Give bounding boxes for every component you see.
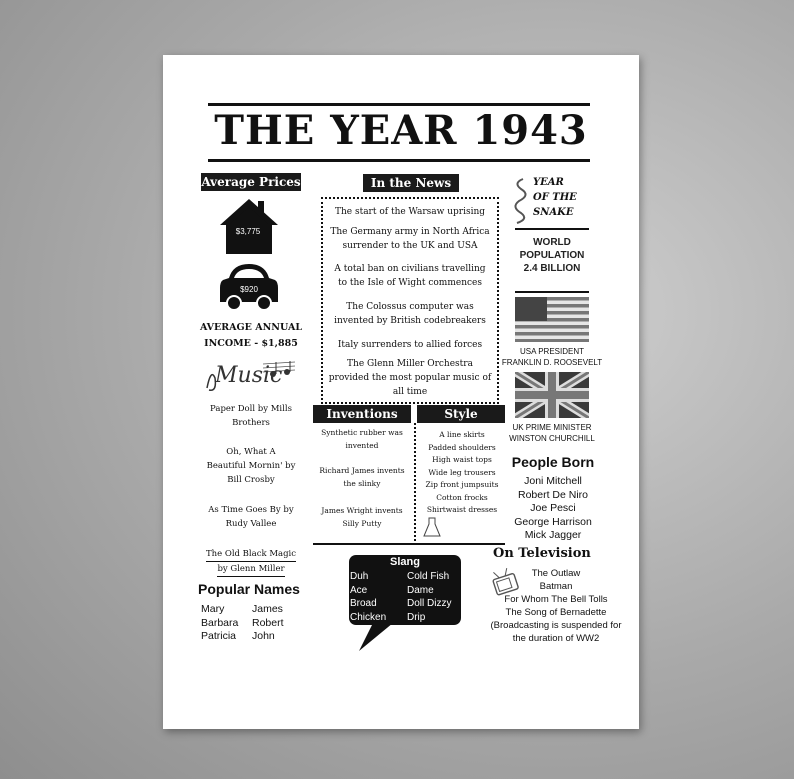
slang-item: Chicken [350, 611, 387, 623]
song-1 [193, 402, 309, 430]
invention-line: Silly Putty [342, 518, 382, 528]
in-the-news-header: In the News [363, 174, 459, 192]
television-list [485, 567, 627, 645]
title-top-rule [208, 103, 590, 106]
news-line: surrender to the UK and USA [342, 241, 478, 251]
slang-item: Broad [350, 598, 377, 609]
news-line: The Germany army in North Africa [330, 227, 490, 237]
president-line: FRANKLIN D. ROOSEVELT [501, 358, 603, 367]
tv-item: The Song of Bernadette [505, 607, 607, 618]
tv-item: Batman [539, 581, 573, 592]
population-line: WORLD [533, 237, 571, 248]
song-3 [193, 503, 309, 531]
slang-col1 [350, 570, 386, 624]
style-item: Zip front jumpsuits [425, 480, 499, 489]
average-income [193, 320, 309, 352]
news-item [323, 262, 497, 290]
style-list [419, 429, 505, 517]
poster-sheet [163, 55, 639, 729]
news-item [323, 338, 497, 352]
slang-item: Duh [350, 571, 369, 582]
center-divider [414, 423, 416, 541]
news-item [323, 357, 497, 399]
tv-item: For Whom The Bell Tolls [504, 594, 608, 605]
style-item: Shirtwaist dresses [426, 505, 498, 514]
zodiac-text [533, 175, 577, 220]
news-line: A total ban on civilians travelling [334, 264, 486, 274]
house-icon [218, 197, 280, 255]
invention-1 [313, 427, 411, 452]
slang-col2 [407, 570, 451, 624]
news-item [323, 300, 497, 328]
news-line: all time [392, 387, 428, 397]
slang-item: Dame [407, 584, 434, 596]
news-item [323, 205, 497, 219]
song-4 [193, 547, 309, 577]
slang-item: Doll Dizzy [407, 598, 452, 609]
style-item: High waist tops [432, 455, 492, 464]
style-item: Wide leg trousers [428, 467, 496, 477]
song-line: Rudy Vallee [225, 519, 277, 529]
population-line: 2.4 BILLION [523, 263, 581, 274]
name-item: James [252, 603, 283, 615]
person-name: George Harrison [514, 515, 592, 528]
name-item: John [252, 630, 275, 642]
right-rule-2 [515, 291, 589, 293]
on-television-heading: On Television [493, 546, 591, 561]
name-item: Robert [252, 616, 284, 629]
song-2 [193, 445, 309, 487]
invention-line: Synthetic rubber was [321, 428, 403, 437]
style-item: A line skirts [439, 430, 485, 439]
popular-names-col1 [201, 603, 238, 644]
people-born-list [503, 475, 603, 543]
tv-item: The Outlaw [531, 568, 581, 579]
house-price: $3,775 [235, 227, 261, 236]
pm-line: UK PRIME MINISTER [512, 423, 592, 432]
person-name: Joe Pesci [530, 502, 576, 514]
news-box [321, 197, 499, 404]
news-line: The Colossus computer was [346, 302, 474, 312]
invention-line: the slinky [343, 478, 381, 488]
news-line: invented by British codebreakers [334, 316, 486, 326]
name-item: Patricia [201, 630, 237, 642]
invention-3 [313, 505, 411, 530]
slang-item: Drip [407, 611, 426, 623]
page-title: THE YEAR 1943 [214, 107, 588, 154]
car-price: $920 [240, 285, 258, 294]
inventions-header: Inventions [313, 405, 411, 423]
uk-flag-icon [515, 372, 589, 418]
song-line: As Time Goes By by [208, 505, 294, 515]
news-line: provided the most popular music of [328, 373, 492, 383]
slang-item: Ace [350, 584, 368, 596]
income-line-1: AVERAGE ANNUAL [200, 322, 302, 333]
invention-line: Richard James invents [319, 466, 405, 475]
style-item: Cotton frocks [436, 492, 488, 502]
right-rule-1 [515, 228, 589, 230]
pm-line: WINSTON CHURCHILL [509, 434, 595, 443]
usa-flag-icon [515, 297, 589, 342]
zodiac-line: YEAR [533, 177, 564, 188]
zodiac-line: OF THE [533, 192, 577, 203]
income-line-2: INCOME - $1,885 [204, 338, 298, 349]
name-item: Barbara [201, 616, 239, 629]
person-name: Mick Jagger [524, 529, 582, 541]
world-population [515, 236, 589, 275]
center-bottom-rule [313, 543, 505, 545]
uk-prime-minister [501, 422, 603, 444]
news-line: The start of the Warsaw uprising [334, 207, 486, 217]
news-item [323, 225, 497, 253]
slang-header: Slang [390, 556, 420, 568]
style-item: Padded shoulders [428, 442, 496, 452]
song-line: The Old Black Magic [206, 547, 296, 562]
people-born-heading: People Born [511, 454, 595, 470]
person-name: Robert De Niro [517, 488, 589, 501]
news-line: The Glenn Miller Orchestra [347, 359, 473, 369]
dress-icon [423, 517, 441, 537]
invention-line: James Wright invents [321, 506, 403, 515]
news-line: to the Isle of Wight commences [338, 278, 482, 288]
average-prices-header: Average Prices [201, 175, 301, 189]
style-header: Style [417, 405, 505, 423]
person-name: Joni Mitchell [524, 475, 582, 487]
music-heading: Music [215, 363, 283, 388]
invention-2 [313, 465, 411, 490]
snake-icon [509, 175, 535, 225]
tv-item: (Broadcasting is suspended for [490, 620, 622, 631]
popular-names-col2 [252, 603, 284, 644]
president-line: USA PRESIDENT [519, 347, 584, 356]
song-line: Paper Doll by Mills [210, 404, 292, 414]
slang-item: Cold Fish [407, 571, 450, 582]
title-bottom-rule [208, 159, 590, 162]
tv-item: the duration of WW2 [512, 633, 600, 644]
popular-names-heading: Popular Names [198, 581, 300, 597]
song-line: Brothers [232, 418, 270, 428]
song-line: Beautiful Mornin' by [206, 461, 296, 471]
song-line: Bill Crosby [227, 475, 275, 485]
song-line: by Glenn Miller [217, 562, 284, 577]
invention-line: invented [345, 440, 379, 450]
news-line: Italy surrenders to allied forces [337, 340, 483, 350]
population-line: POPULATION [519, 250, 585, 261]
name-item: Mary [201, 603, 225, 615]
usa-president [501, 346, 603, 368]
song-line: Oh, What A [226, 447, 276, 457]
zodiac-line: SNAKE [533, 207, 574, 218]
